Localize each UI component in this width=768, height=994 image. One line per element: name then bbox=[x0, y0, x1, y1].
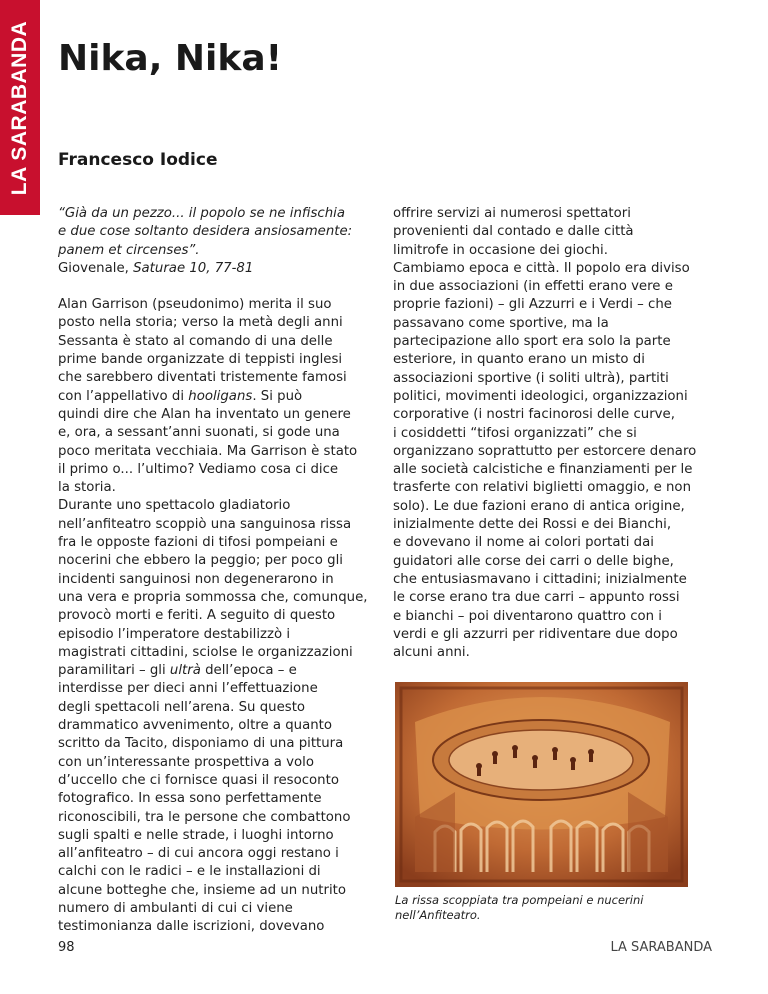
body-line: testimonianza dalle iscrizioni, dovevano bbox=[58, 919, 325, 935]
body-line: numero di ambulanti di cui ci viene bbox=[58, 900, 293, 916]
body-line: provocò morti e feriti. A seguito di questo bbox=[58, 608, 336, 624]
section-tab-label: LA SARABANDA bbox=[8, 20, 31, 196]
epigraph-source-author: Giovenale, bbox=[58, 260, 134, 276]
body-line: sugli spalti e nelle strade, i luoghi intorno bbox=[58, 827, 334, 843]
body-line: in due associazioni (in effetti erano vere e bbox=[393, 279, 673, 295]
body-line: degli spettacoli nell’arena. Su questo bbox=[58, 699, 306, 715]
left-column bbox=[58, 205, 378, 937]
body-line: verdi e gli azzurri per ridiventare due dopo bbox=[393, 626, 678, 642]
body-line: episodio l’imperatore destabilizzò i bbox=[58, 626, 291, 642]
body-line: alcuni anni. bbox=[393, 645, 470, 661]
body-line: e bianchi – poi diventarono quattro con i bbox=[393, 608, 662, 624]
body-line: corporative (i nostri facinorosi delle curve, bbox=[393, 407, 675, 423]
body-line: quindi dire che Alan ha inventato un genere bbox=[58, 406, 351, 422]
epigraph-source-work: Saturae 10, 77-81 bbox=[133, 260, 254, 276]
epigraph bbox=[58, 205, 378, 278]
body-line: i cosiddetti “tifosi organizzati” che si bbox=[393, 425, 637, 441]
body-line: Cambiamo epoca e città. Il popolo era diviso bbox=[393, 260, 690, 276]
body-line: scritto da Tacito, disponiamo di una pittura bbox=[58, 736, 344, 752]
body-line: paramilitari – gli ultrà dell’epoca – e bbox=[58, 663, 297, 679]
body-line: fra le opposte fazioni di tifosi pompeiani e bbox=[58, 535, 338, 551]
figure-caption bbox=[395, 893, 695, 923]
body-line: alle società calcistiche e finanziamenti per le bbox=[393, 462, 693, 478]
body-line: Durante uno spettacolo gladiatorio bbox=[58, 498, 291, 514]
body-line: calchi con le radici – e le installazioni di bbox=[58, 864, 321, 880]
body-line: che entusiasmavano i cittadini; inizialmente bbox=[393, 571, 687, 587]
body-line: offrire servizi ai numerosi spettatori bbox=[393, 206, 631, 221]
body-line: poco meritata vecchiaia. Ma Garrison è stato bbox=[58, 443, 358, 459]
body-line: il primo o... l’ultimo? Vediamo cosa ci dice bbox=[58, 461, 339, 477]
epigraph-line: panem et circenses”. bbox=[58, 242, 200, 258]
epigraph-line: “Già da un pezzo... il popolo se ne infischia bbox=[58, 206, 345, 221]
body-line: con l’appellativo di hooligans. Si può bbox=[58, 388, 303, 404]
body-line: passavano come sportive, ma la bbox=[393, 315, 609, 331]
amphitheatre-fresco-image bbox=[395, 682, 688, 887]
body-line: limitrofe in occasione dei giochi. bbox=[393, 242, 608, 258]
body-line: solo). Le due fazioni erano di antica origine, bbox=[393, 498, 685, 514]
body-line: Alan Garrison (pseudonimo) merita il suo bbox=[58, 297, 332, 313]
fresco-illustration bbox=[395, 682, 688, 887]
body-line: inizialmente dette dei Rossi e dei Bianchi, bbox=[393, 517, 672, 533]
body-line: esteriore, in quanto erano un misto di bbox=[393, 352, 645, 368]
body-line: e, ora, a sessant’anni suonati, si gode una bbox=[58, 425, 340, 441]
body-line: prime bande organizzate di teppisti inglesi bbox=[58, 352, 343, 368]
body-line: drammatico avvenimento, oltre a quanto bbox=[58, 718, 333, 734]
body-line: una vera e propria sommossa che, comunque, bbox=[58, 589, 368, 605]
body-line: la storia. bbox=[58, 480, 116, 496]
body-line: le corse erano tra due carri – appunto rossi bbox=[393, 590, 680, 606]
article-title: Nika, Nika! bbox=[58, 38, 283, 79]
body-line: all’anfiteatro – di cui ancora oggi restano i bbox=[58, 846, 339, 862]
section-tab bbox=[0, 0, 40, 215]
body-line: con un’interessante prospettiva a volo bbox=[58, 754, 314, 770]
body-line: guidatori alle corse dei carri o delle bighe, bbox=[393, 553, 674, 569]
body-line: politici, movimenti ideologici, organizzazioni bbox=[393, 388, 688, 404]
body-line: riconoscibili, tra le persone che combattono bbox=[58, 809, 351, 825]
body-line: alcune botteghe che, insieme ad un nutrito bbox=[58, 882, 347, 898]
author-name: Francesco Iodice bbox=[58, 150, 218, 170]
body-line: e dovevano il nome ai colori portati dai bbox=[393, 535, 654, 551]
body-line: interdisse per dieci anni l’effettuazione bbox=[58, 681, 318, 697]
page-number: 98 bbox=[58, 940, 75, 955]
body-line: trasferte con relativi biglietti omaggio, e non bbox=[393, 480, 691, 496]
body-line: nell’anfiteatro scoppiò una sanguinosa rissa bbox=[58, 516, 352, 532]
body-line: partecipazione allo sport era solo la parte bbox=[393, 334, 671, 350]
body-line: d’uccello che ci fornisce quasi il resoconto bbox=[58, 772, 339, 788]
body-line: che sarebbero diventati tristemente famosi bbox=[58, 370, 347, 386]
right-column bbox=[393, 205, 723, 662]
epigraph-line: e due cose soltanto desidera ansiosamente: bbox=[58, 224, 353, 240]
body-line: Sessanta è stato al comando di una delle bbox=[58, 333, 333, 349]
epigraph-source bbox=[58, 260, 378, 278]
running-head: LA SARABANDA bbox=[610, 940, 712, 955]
left-body-text bbox=[58, 296, 378, 936]
caption-line: nell’Anfiteatro. bbox=[395, 908, 481, 922]
body-line: associazioni sportive (i soliti ultrà), partiti bbox=[393, 370, 669, 386]
body-line: magistrati cittadini, sciolse le organizzazioni bbox=[58, 644, 353, 660]
right-body-text bbox=[393, 205, 723, 662]
body-line: fotografico. In essa sono perfettamente bbox=[58, 791, 322, 807]
body-line: posto nella storia; verso la metà degli anni bbox=[58, 315, 343, 331]
body-line: incidenti sanguinosi non degenerarono in bbox=[58, 571, 334, 587]
caption-line: La rissa scoppiata tra pompeiani e nucerini bbox=[395, 893, 644, 907]
body-line: provenienti dal contado e dalle città bbox=[393, 224, 634, 240]
body-line: proprie fazioni) – gli Azzurri e i Verdi – che bbox=[393, 297, 672, 313]
body-line: organizzano soprattutto per estorcere denaro bbox=[393, 443, 697, 459]
body-line: nocerini che ebbero la peggio; per poco gli bbox=[58, 553, 343, 569]
